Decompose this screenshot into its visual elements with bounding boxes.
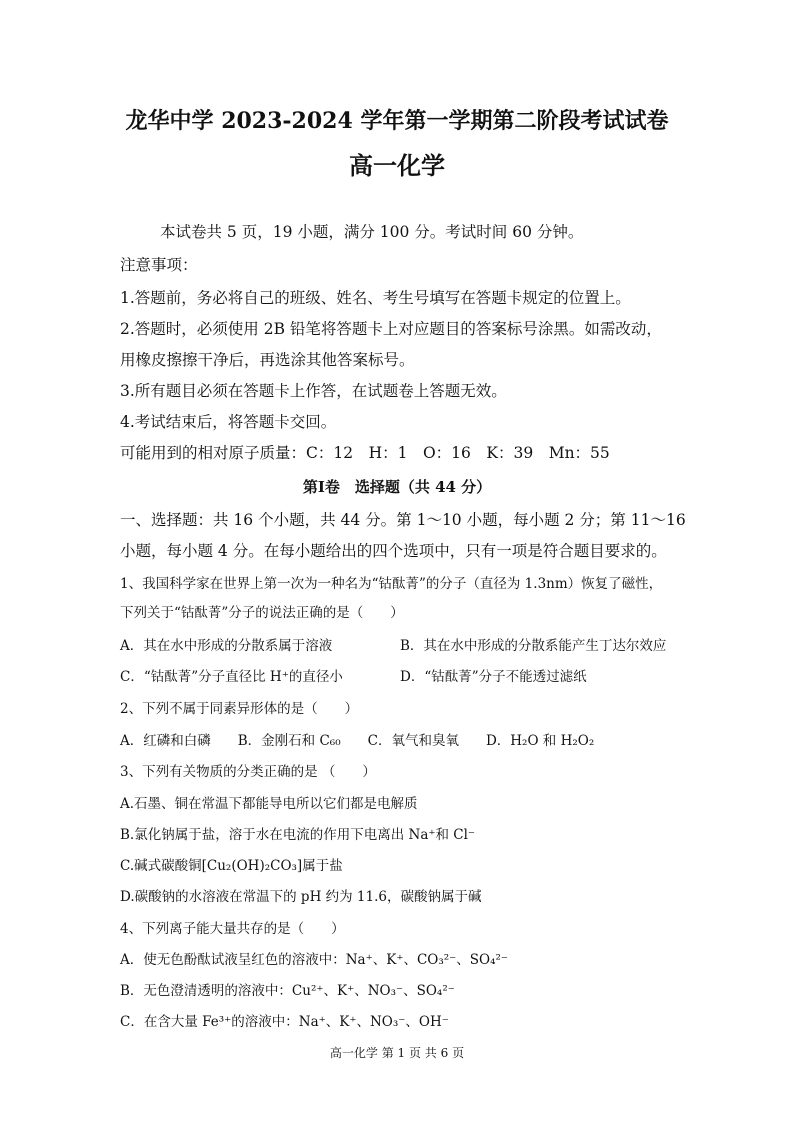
question-3-option-c: C.碱式碳酸铜[Cu₂(OH)₂CO₃]属于盐	[120, 858, 343, 874]
notice-item: 用橡皮擦擦干净后，再选涂其他答案标号。	[120, 351, 415, 369]
atomic-masses: 可能用到的相对原子质量：C：12 H：1 O：16 K：39 Mn：55	[120, 444, 610, 462]
question-2-stem: 2、下列不属于同素异形体的是（ ）	[120, 701, 359, 717]
notice-item: 1.答题前，务必将自己的班级、姓名、考生号填写在答题卡规定的位置上。	[120, 289, 631, 307]
question-2-options: A．红磷和白磷 B．金刚石和 C₆₀ C．氧气和臭氧 D．H₂O 和 H₂O₂	[120, 733, 595, 749]
notice-heading: 注意事项：	[120, 256, 198, 274]
section-instructions: 一、选择题：共 16 个小题，共 44 分。第 1～10 小题，每小题 2 分；第 11～16	[120, 511, 686, 529]
question-4-option-b: B．无色澄清透明的溶液中：Cu²⁺、K⁺、NO₃⁻、SO₄²⁻	[120, 983, 455, 999]
question-4-option-a: A．使无色酚酞试液呈红色的溶液中：Na⁺、K⁺、CO₃²⁻、SO₄²⁻	[120, 952, 509, 968]
question-4-stem: 4、下列离子能大量共存的是（ ）	[120, 921, 345, 937]
page-footer: 高一化学 第 1 页 共 6 页	[329, 1046, 465, 1060]
question-1-stem: 下列关于“钴酞菁”分子的说法正确的是（ ）	[120, 605, 404, 621]
question-3-option-d: D.碳酸钠的水溶液在常温下的 pH 约为 11.6，碳酸钠属于碱	[120, 889, 482, 905]
question-3-option-b: B.氯化钠属于盐，溶于水在电流的作用下电离出 Na⁺和 Cl⁻	[120, 827, 476, 843]
section-heading: 第Ⅰ卷 选择题（共 44 分）	[302, 478, 492, 496]
exam-subject: 高一化学	[349, 151, 445, 180]
question-1-option-d: D．“钴酞菁”分子不能透过滤纸	[400, 669, 587, 685]
exam-summary: 本试卷共 5 页，19 小题，满分 100 分。考试时间 60 分钟。	[160, 223, 584, 241]
question-1-option-b: B．其在水中形成的分散系能产生丁达尔效应	[400, 638, 667, 654]
notice-item: 3.所有题目必须在答题卡上作答，在试题卷上答题无效。	[120, 382, 507, 400]
section-instructions: 小题，每小题 4 分。在每小题给出的四个选项中，只有一项是符合题目要求的。	[120, 542, 667, 560]
question-3-stem: 3、下列有关物质的分类正确的是 （ ）	[120, 764, 376, 780]
question-1-option-a: A．其在水中形成的分散系属于溶液	[120, 638, 333, 654]
question-1-stem: 1、我国科学家在世界上第一次为一种名为“钴酞菁”的分子（直径为 1.3nm）恢复了磁性，	[120, 576, 663, 592]
question-3-option-a: A.石墨、铜在常温下都能导电所以它们都是电解质	[120, 796, 418, 812]
question-1-option-c: C．“钴酞菁”分子直径比 H⁺的直径小	[120, 669, 343, 685]
exam-title: 龙华中学 2023-2024 学年第一学期第二阶段考试试卷	[125, 108, 669, 134]
question-4-option-c: C．在含大量 Fe³⁺的溶液中：Na⁺、K⁺、NO₃⁻、OH⁻	[120, 1014, 449, 1030]
notice-item: 2.答题时，必须使用 2B 铅笔将答题卡上对应题目的答案标号涂黑。如需改动，	[120, 320, 662, 338]
notice-item: 4.考试结束后，将答题卡交回。	[120, 413, 337, 431]
